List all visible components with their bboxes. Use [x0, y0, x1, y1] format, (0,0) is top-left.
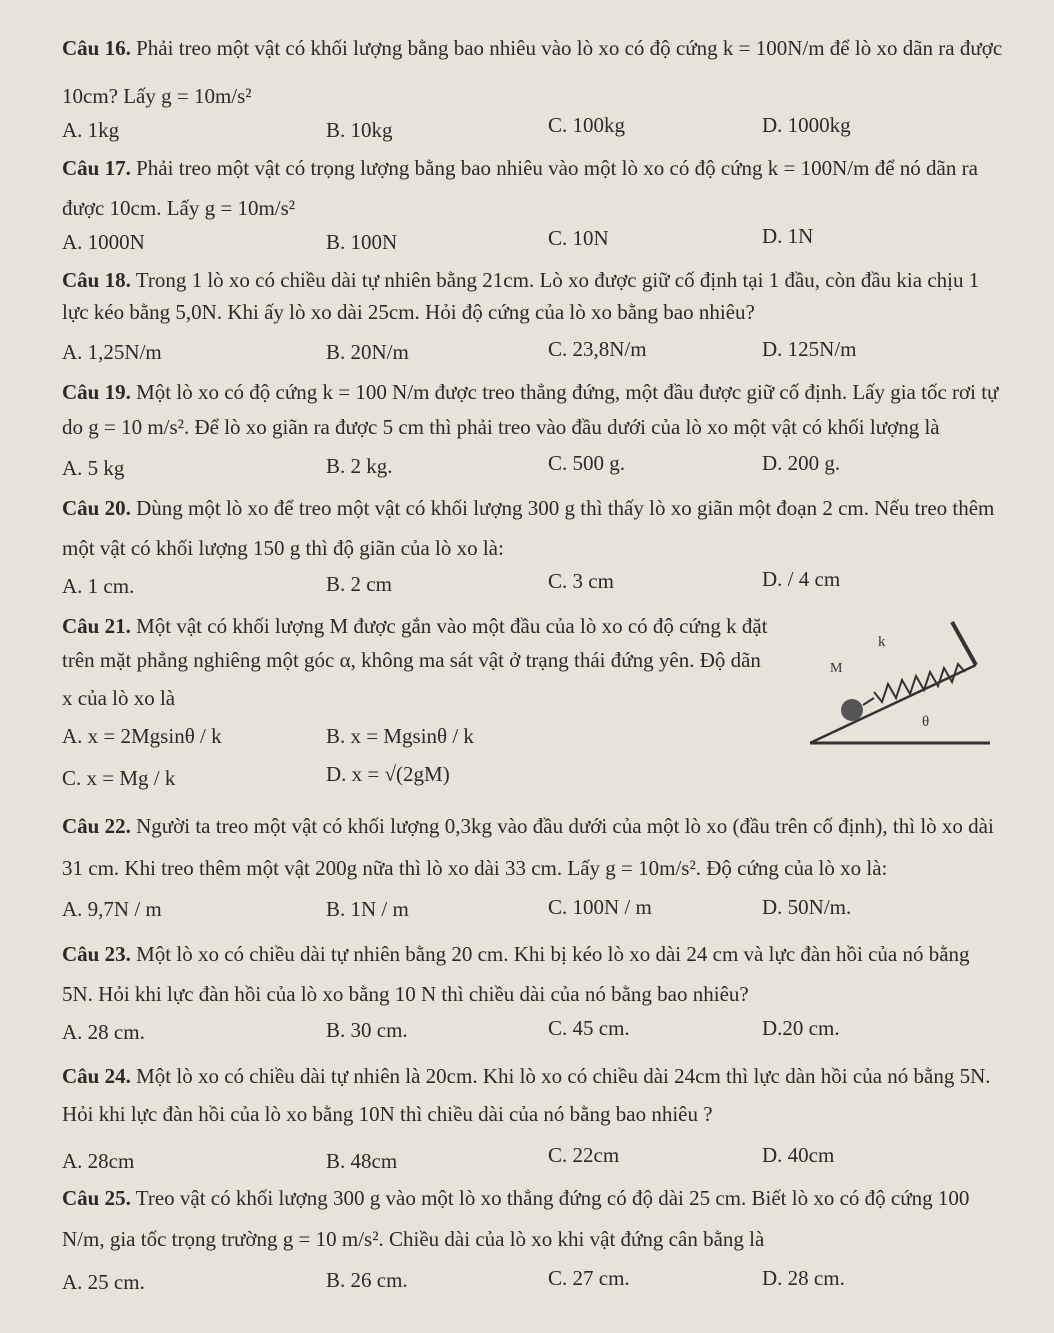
q18-option-a: A. 1,25N/m: [62, 340, 162, 364]
q21-option-d: D. x = √(2gM): [326, 762, 450, 786]
fixed-wall: [952, 622, 976, 665]
q19-option-c: C. 500 g.: [548, 451, 626, 475]
label-theta: θ: [922, 714, 930, 730]
q21-option-c: C. x = Mg / k: [62, 766, 176, 790]
question-16-line-2: 10cm? Lấy g = 10m/s²: [62, 84, 252, 108]
question-24-line-2: Hỏi khi lực đàn hồi của lò xo bằng 10N thì chiều dài của nó bằng bao nhiêu ?: [62, 1102, 713, 1126]
question-22-line-2: 31 cm. Khi treo thêm một vật 200g nữa thì lò xo dài 33 cm. Lấy g = 10m/s². Độ cứng của lò xo là:: [62, 856, 888, 880]
q22-option-d: D. 50N/m.: [762, 895, 852, 919]
q16-option-b: B. 10kg: [326, 118, 393, 142]
q16-option-c: C. 100kg: [548, 113, 626, 137]
q24-option-c: C. 22cm: [548, 1143, 620, 1167]
q20-option-d: D. / 4 cm: [762, 567, 841, 591]
q18-option-d: D. 125N/m: [762, 337, 857, 361]
q17-option-d: D. 1N: [762, 224, 814, 248]
q17-option-c: C. 10N: [548, 226, 609, 250]
q25-option-b: B. 26 cm.: [326, 1268, 408, 1292]
q23-option-d: D.20 cm.: [762, 1016, 840, 1040]
q21-option-a: A. x = 2Mgsinθ / k: [62, 724, 222, 748]
q18-option-b: B. 20N/m: [326, 340, 409, 364]
q23-option-b: B. 30 cm.: [326, 1018, 408, 1042]
question-24-line-1: Câu 24. Một lò xo có chiều dài tự nhiên là 20cm. Khi lò xo có chiều dài 24cm thì lực dàn hồi của nó bằng 5N.: [62, 1064, 991, 1088]
question-18-line-1: Câu 18. Trong 1 lò xo có chiều dài tự nhiên bằng 21cm. Lò xo được giữ cố định tại 1 đầu, còn đầu kia chịu 1: [62, 268, 980, 292]
q22-option-a: A. 9,7N / m: [62, 897, 162, 921]
q17-option-a: A. 1000N: [62, 230, 145, 254]
q16-option-a: A. 1kg: [62, 118, 120, 142]
q24-option-b: B. 48cm: [326, 1149, 398, 1173]
question-23-line-2: 5N. Hỏi khi lực đàn hồi của lò xo bằng 10 N thì chiều dài của nó bằng bao nhiêu?: [62, 982, 749, 1006]
question-21-line-2: trên mặt phẳng nghiêng một góc α, không ma sát vật ở trạng thái đứng yên. Độ dãn: [62, 648, 761, 672]
q19-option-d: D. 200 g.: [762, 451, 841, 475]
spring: [874, 664, 965, 702]
question-25-line-1: Câu 25. Treo vật có khối lượng 300 g vào một lò xo thẳng đứng có độ dài 25 cm. Biết lò xo có độ cứng 100: [62, 1186, 970, 1210]
q22-option-b: B. 1N / m: [326, 897, 409, 921]
q25-option-c: C. 27 cm.: [548, 1266, 630, 1290]
q17-option-b: B. 100N: [326, 230, 398, 254]
incline-surface: [810, 665, 976, 743]
q20-option-b: B. 2 cm: [326, 572, 392, 596]
q19-option-b: B. 2 kg.: [326, 454, 393, 478]
q21-option-b: B. x = Mgsinθ / k: [326, 724, 474, 748]
q16-option-d: D. 1000kg: [762, 113, 851, 137]
question-20-line-2: một vật có khối lượng 150 g thì độ giãn của lò xo là:: [62, 536, 504, 560]
q25-option-a: A. 25 cm.: [62, 1270, 145, 1294]
mass-block: [841, 699, 863, 721]
q23-option-a: A. 28 cm.: [62, 1020, 145, 1044]
q18-option-c: C. 23,8N/m: [548, 337, 647, 361]
question-23-line-1: Câu 23. Một lò xo có chiều dài tự nhiên bằng 20 cm. Khi bị kéo lò xo dài 24 cm và lực đàn hồi của nó bằng: [62, 942, 970, 966]
question-18-line-2: lực kéo bằng 5,0N. Khi ấy lò xo dài 25cm. Hỏi độ cứng của lò xo bằng bao nhiêu?: [62, 300, 755, 324]
inclined-plane-spring-diagram: [810, 612, 1000, 752]
q24-option-a: A. 28cm: [62, 1149, 135, 1173]
label-m: M: [830, 661, 843, 676]
q23-option-c: C. 45 cm.: [548, 1016, 630, 1040]
question-17-line-2: được 10cm. Lấy g = 10m/s²: [62, 196, 296, 220]
q19-option-a: A. 5 kg: [62, 456, 125, 480]
q24-option-d: D. 40cm: [762, 1143, 835, 1167]
question-21-line-3: x của lò xo là: [62, 686, 176, 710]
q22-option-c: C. 100N / m: [548, 895, 652, 919]
question-19-line-2: do g = 10 m/s². Để lò xo giãn ra được 5 cm thì phải treo vào đầu dưới của lò xo một vật có khối lượng là: [62, 415, 940, 439]
question-20-line-1: Câu 20. Dùng một lò xo để treo một vật có khối lượng 300 g thì thấy lò xo giãn một đoạn 2 cm. Nếu treo thêm: [62, 496, 995, 520]
question-25-line-2: N/m, gia tốc trọng trường g = 10 m/s². Chiều dài của lò xo khi vật đứng cân bằng là: [62, 1227, 765, 1251]
question-19-line-1: Câu 19. Một lò xo có độ cứng k = 100 N/m được treo thẳng đứng, một đầu được giữ cố định. Lấy gia tốc rơi tự: [62, 380, 999, 404]
question-17-line-1: Câu 17. Phải treo một vật có trọng lượng bằng bao nhiêu vào một lò xo có độ cứng k = 100N/m để nó dãn ra: [62, 156, 978, 180]
question-22-line-1: Câu 22. Người ta treo một vật có khối lượng 0,3kg vào đầu dưới của một lò xo (đầu trên cố định), thì lò xo dài: [62, 814, 994, 838]
q25-option-d: D. 28 cm.: [762, 1266, 845, 1290]
q20-option-c: C. 3 cm: [548, 569, 614, 593]
label-k: k: [878, 634, 886, 650]
question-16-line-1: Câu 16. Phải treo một vật có khối lượng bằng bao nhiêu vào lò xo có độ cứng k = 100N/m để lò xo dãn ra được: [62, 36, 1003, 60]
q20-option-a: A. 1 cm.: [62, 574, 135, 598]
question-21-line-1: Câu 21. Một vật có khối lượng M được gắn vào một đầu của lò xo có độ cứng k đặt: [62, 614, 768, 638]
spring-connector: [863, 698, 874, 705]
